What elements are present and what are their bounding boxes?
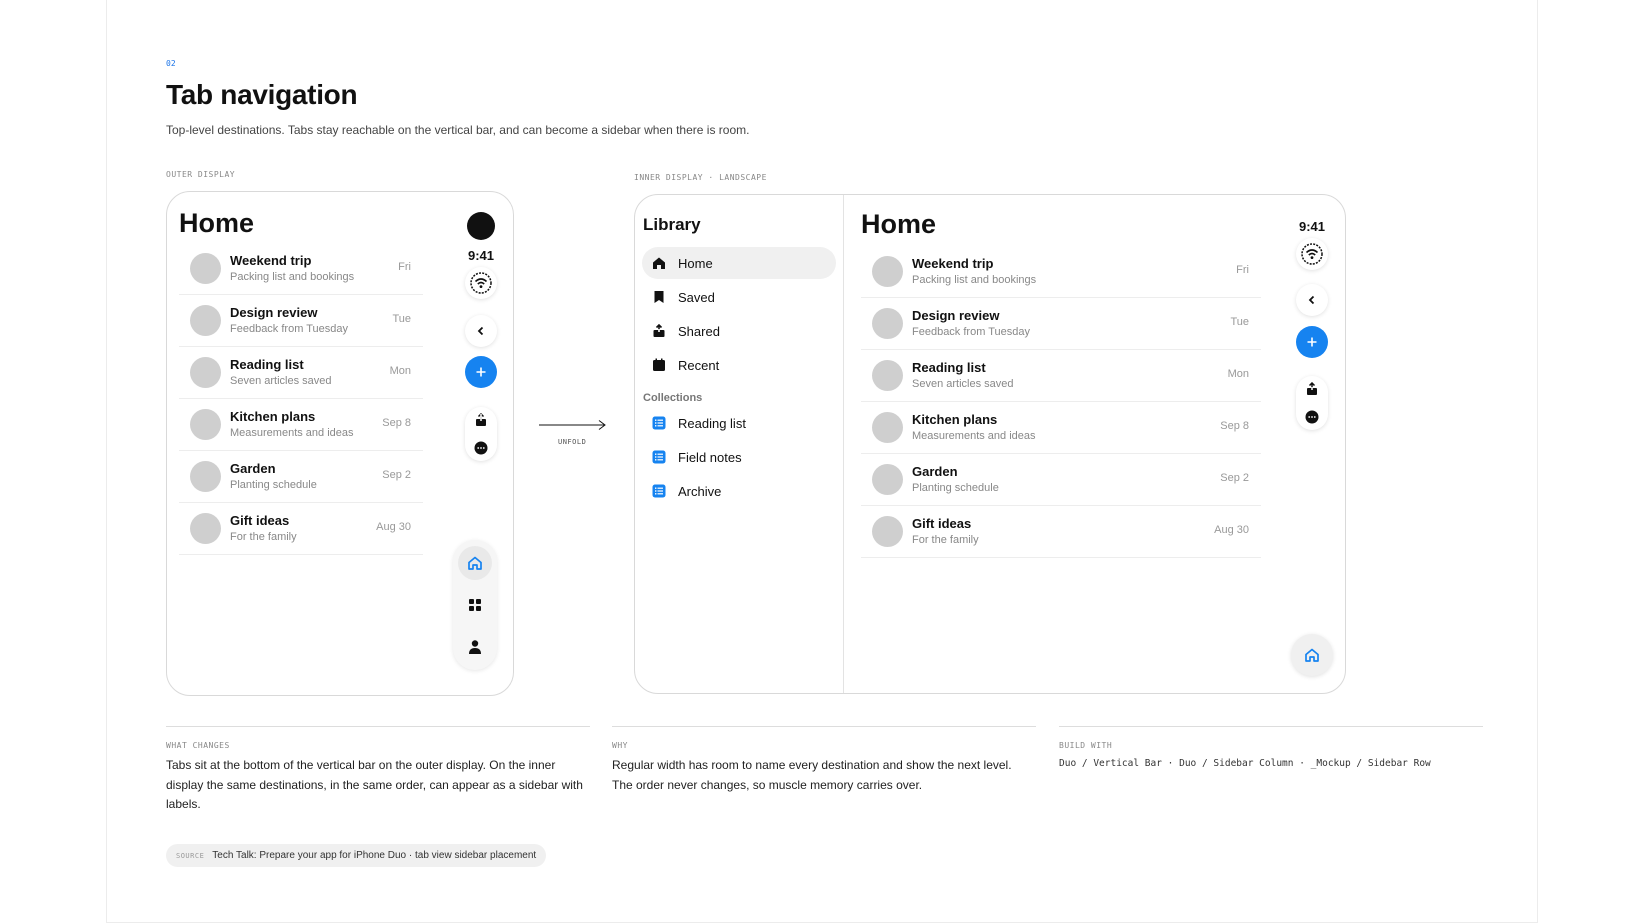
list-item[interactable]: [179, 295, 423, 347]
avatar: [872, 360, 903, 391]
item-date: Fri: [1236, 264, 1249, 276]
sidebar-item-label: Shared: [678, 323, 720, 339]
item-date: Sep 8: [382, 417, 411, 429]
status-time: 9:41: [467, 248, 495, 263]
tab-bar: [453, 540, 497, 670]
grid-icon: [468, 598, 482, 612]
sidebar-item-shared[interactable]: [642, 315, 836, 347]
outer-item-list: [179, 243, 423, 555]
house-icon: [1304, 647, 1320, 663]
item-title: Garden: [230, 461, 276, 476]
avatar: [872, 256, 903, 287]
item-title: Kitchen plans: [912, 412, 998, 427]
why-label: WHY: [612, 741, 628, 750]
source-chip[interactable]: [166, 844, 546, 867]
back-button[interactable]: [1296, 284, 1328, 316]
avatar: [190, 357, 221, 388]
item-title: Reading list: [912, 360, 986, 375]
list-item[interactable]: [861, 298, 1261, 350]
action-pill: [465, 407, 497, 461]
item-date: Sep 2: [382, 469, 411, 481]
sidebar-title: Library: [643, 215, 701, 234]
item-title: Gift ideas: [912, 516, 972, 531]
outer-home-title: Home: [179, 208, 255, 238]
list-item[interactable]: [861, 454, 1261, 506]
source-text: Tech Talk: Prepare your app for iPhone Duo · tab view sidebar placement: [212, 850, 537, 861]
share-icon[interactable]: [474, 413, 488, 427]
item-subtitle: Measurements and ideas: [230, 427, 354, 439]
outer-vertical-bar: [459, 212, 503, 461]
item-title: Design review: [912, 308, 1000, 323]
sidebar-item-archive[interactable]: [642, 475, 836, 507]
back-button[interactable]: [465, 315, 497, 347]
divider: [1059, 726, 1483, 727]
wifi-icon: [1296, 238, 1328, 270]
share-icon[interactable]: [1305, 382, 1319, 396]
source-label: SOURCE: [176, 851, 205, 860]
add-button[interactable]: [1296, 326, 1328, 358]
avatar: [190, 513, 221, 544]
inner-home-title: Home: [861, 209, 937, 239]
bookmark-icon: [652, 290, 666, 304]
camera-dot: [467, 212, 495, 240]
avatar: [190, 409, 221, 440]
avatar: [872, 412, 903, 443]
page-title: Tab navigation: [166, 79, 358, 110]
avatar: [190, 305, 221, 336]
sidebar-item-recent[interactable]: [642, 349, 836, 381]
what-changes-text: Tabs sit at the bottom of the vertical bar on the outer display. On the inner display the same destinations, in the same order, can appear as a sidebar with labels.: [166, 758, 583, 811]
list-icon: [652, 484, 666, 498]
sidebar-item-field-notes[interactable]: [642, 441, 836, 473]
item-subtitle: Feedback from Tuesday: [230, 323, 349, 335]
plus-icon: [475, 366, 487, 378]
item-title: Design review: [230, 305, 318, 320]
item-subtitle: Packing list and bookings: [912, 274, 1037, 286]
more-icon[interactable]: [1305, 410, 1319, 424]
sidebar-item-saved[interactable]: [642, 281, 836, 313]
unfold-arrow-icon: [538, 419, 608, 431]
list-item[interactable]: [179, 399, 423, 451]
chevron-left-icon: [1306, 294, 1318, 306]
why-text: Regular width has room to name every destination and show the next level. The order never changes, so muscle memory carries over.: [612, 758, 1012, 792]
outer-display-caption: OUTER DISPLAY: [166, 170, 236, 179]
house-icon: [652, 256, 666, 270]
action-pill: [1296, 376, 1328, 430]
inner-vertical-bar: [1290, 219, 1334, 430]
list-item[interactable]: [861, 402, 1261, 454]
sidebar-item-label: Reading list: [678, 415, 746, 431]
wifi-icon: [465, 267, 497, 299]
tab-home[interactable]: [458, 546, 492, 580]
unfold-label: UNFOLD: [558, 438, 587, 446]
list-item[interactable]: [179, 243, 423, 295]
item-date: Aug 30: [1214, 524, 1249, 536]
sidebar-item-home[interactable]: [642, 247, 836, 279]
item-date: Sep 2: [1220, 472, 1249, 484]
status-time: 9:41: [1298, 219, 1326, 234]
share-icon: [652, 324, 666, 338]
avatar: [872, 308, 903, 339]
divider: [612, 726, 1036, 727]
person-icon: [468, 639, 482, 655]
add-button[interactable]: [465, 356, 497, 388]
house-icon: [467, 555, 483, 571]
item-date: Tue: [392, 313, 411, 325]
page-subtitle: Top-level destinations. Tabs stay reachable on the vertical bar, and can become a sidebar when there is room.: [166, 123, 750, 137]
list-icon: [652, 416, 666, 430]
avatar: [190, 253, 221, 284]
item-subtitle: Feedback from Tuesday: [912, 326, 1031, 338]
tab-home[interactable]: [1291, 634, 1333, 676]
item-title: Reading list: [230, 357, 304, 372]
item-title: Kitchen plans: [230, 409, 316, 424]
item-title: Weekend trip: [912, 256, 994, 271]
plus-icon: [1306, 336, 1318, 348]
tab-grid[interactable]: [458, 588, 492, 622]
list-item[interactable]: [861, 506, 1261, 558]
list-item[interactable]: [861, 350, 1261, 402]
more-icon[interactable]: [474, 441, 488, 455]
list-item[interactable]: [179, 347, 423, 399]
sidebar-item-label: Field notes: [678, 449, 742, 465]
item-date: Mon: [389, 365, 411, 377]
divider: [166, 726, 590, 727]
item-subtitle: Measurements and ideas: [912, 430, 1036, 442]
sidebar-item-reading-list[interactable]: [642, 407, 836, 439]
inner-display: [634, 194, 1346, 694]
inner-display-caption: INNER DISPLAY · LANDSCAPE: [634, 173, 767, 182]
build-with-label: BUILD WITH: [1059, 741, 1113, 750]
avatar: [872, 516, 903, 547]
avatar: [872, 464, 903, 495]
item-title: Weekend trip: [230, 253, 312, 268]
item-subtitle: Seven articles saved: [230, 375, 332, 387]
item-subtitle: Planting schedule: [230, 479, 317, 491]
avatar: [190, 461, 221, 492]
item-subtitle: For the family: [230, 531, 297, 543]
item-subtitle: Seven articles saved: [912, 378, 1014, 390]
sidebar-item-label: Recent: [678, 357, 720, 373]
item-title: Gift ideas: [230, 513, 290, 528]
item-subtitle: Planting schedule: [912, 482, 999, 494]
list-item[interactable]: [179, 503, 423, 555]
item-date: Sep 8: [1220, 420, 1249, 432]
item-date: Fri: [398, 261, 411, 273]
what-changes-label: WHAT CHANGES: [166, 741, 230, 750]
sidebar: [635, 195, 844, 693]
inner-item-list: [861, 246, 1261, 558]
sidebar-item-label: Saved: [678, 289, 715, 305]
item-date: Mon: [1227, 368, 1249, 380]
item-date: Tue: [1230, 316, 1249, 328]
item-date: Aug 30: [376, 521, 411, 533]
sidebar-item-label: Home: [678, 255, 713, 271]
sidebar-item-label: Archive: [678, 483, 722, 499]
collections-heading: Collections: [643, 392, 703, 404]
outer-display: [166, 191, 514, 696]
calendar-icon: [652, 358, 666, 372]
list-item[interactable]: [179, 451, 423, 503]
item-subtitle: Packing list and bookings: [230, 271, 355, 283]
list-icon: [652, 450, 666, 464]
chevron-left-icon: [475, 325, 487, 337]
item-title: Garden: [912, 464, 958, 479]
tab-profile[interactable]: [458, 630, 492, 664]
build-with-text: Duo / Vertical Bar · Duo / Sidebar Column · _Mockup / Sidebar Row: [1059, 758, 1431, 769]
item-subtitle: For the family: [912, 534, 979, 546]
section-number: 02: [166, 59, 176, 68]
list-item[interactable]: [861, 246, 1261, 298]
